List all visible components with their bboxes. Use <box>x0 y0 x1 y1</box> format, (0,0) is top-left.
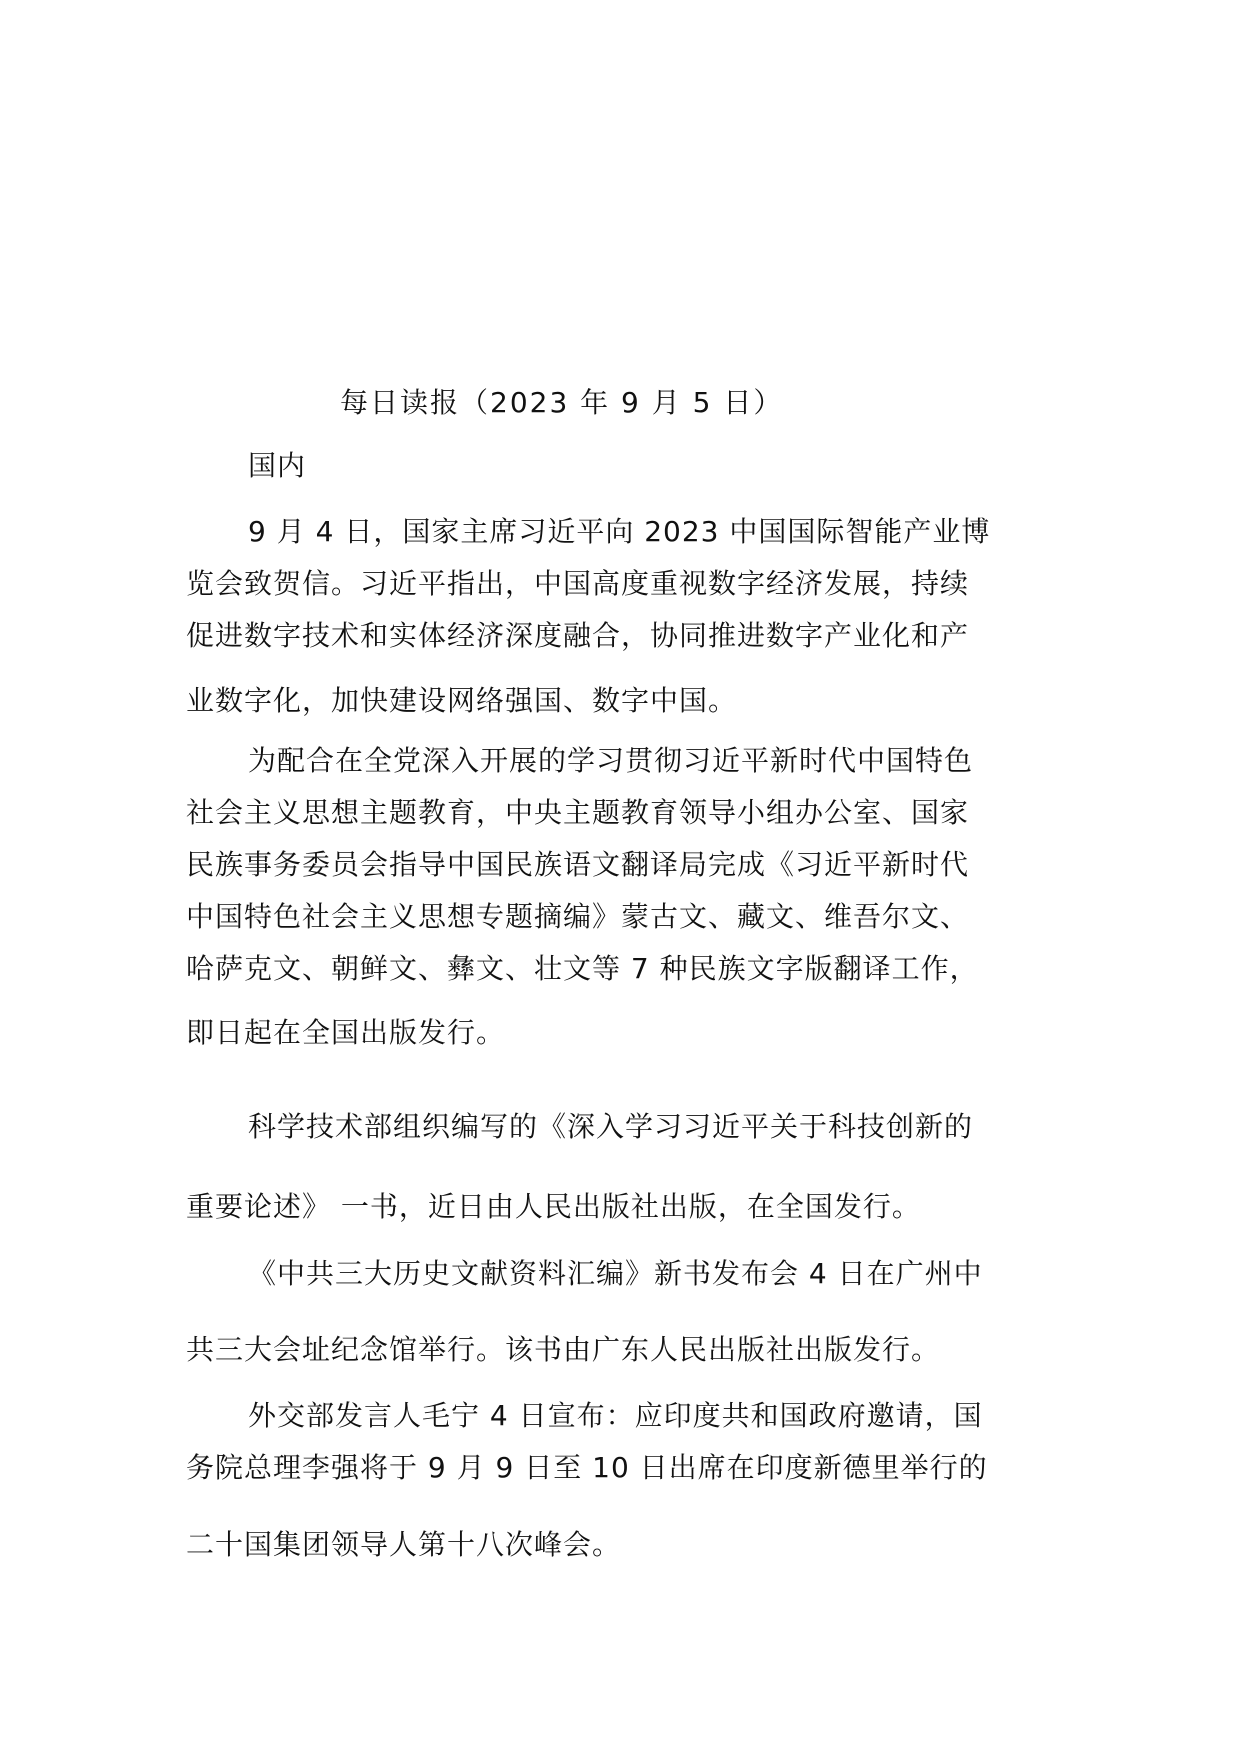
paragraph-2-line-6: 即日起在全国出版发行。 <box>186 1016 506 1049</box>
paragraph-3-line-2: 重要论述》 一书，近日由人民出版社出版，在全国发行。 <box>186 1190 921 1223</box>
paragraph-2-line-4: 中国特色社会主义思想专题摘编》蒙古文、藏文、维吾尔文、 <box>186 900 970 933</box>
paragraph-2-line-2: 社会主义思想主题教育，中央主题教育领导小组办公室、国家 <box>186 796 970 829</box>
paragraph-3-line-1: 科学技术部组织编写的《深入学习习近平关于科技创新的 <box>248 1110 974 1143</box>
paragraph-1-line-2: 览会致贺信。习近平指出，中国高度重视数字经济发展，持续 <box>186 567 970 600</box>
paragraph-1-line-3: 促进数字技术和实体经济深度融合，协同推进数字产业化和产 <box>186 619 970 652</box>
paragraph-4-line-2: 共三大会址纪念馆举行。该书由广东人民出版社出版发行。 <box>186 1333 941 1366</box>
paragraph-1-line-4: 业数字化，加快建设网络强国、数字中国。 <box>186 684 738 717</box>
paragraph-5-line-2: 务院总理李强将于 9 月 9 日至 10 日出席在印度新德里举行的 <box>186 1451 988 1484</box>
page-title: 每日读报（2023 年 9 月 5 日） <box>340 386 784 419</box>
paragraph-5-line-3: 二十国集团领导人第十八次峰会。 <box>186 1528 622 1561</box>
paragraph-2-line-1: 为配合在全党深入开展的学习贯彻习近平新时代中国特色 <box>248 744 974 777</box>
paragraph-2-line-3: 民族事务委员会指导中国民族语文翻译局完成《习近平新时代 <box>186 848 970 881</box>
paragraph-5-line-1: 外交部发言人毛宁 4 日宣布：应印度共和国政府邀请，国 <box>248 1399 983 1432</box>
paragraph-1-line-1: 9 月 4 日，国家主席习近平向 2023 中国国际智能产业博 <box>248 515 991 548</box>
paragraph-2-line-5: 哈萨克文、朝鲜文、彝文、壮文等 7 种民族文字版翻译工作， <box>186 952 979 985</box>
section-heading: 国内 <box>248 449 307 482</box>
paragraph-4-line-1: 《中共三大历史文献资料汇编》新书发布会 4 日在广州中 <box>248 1257 983 1290</box>
